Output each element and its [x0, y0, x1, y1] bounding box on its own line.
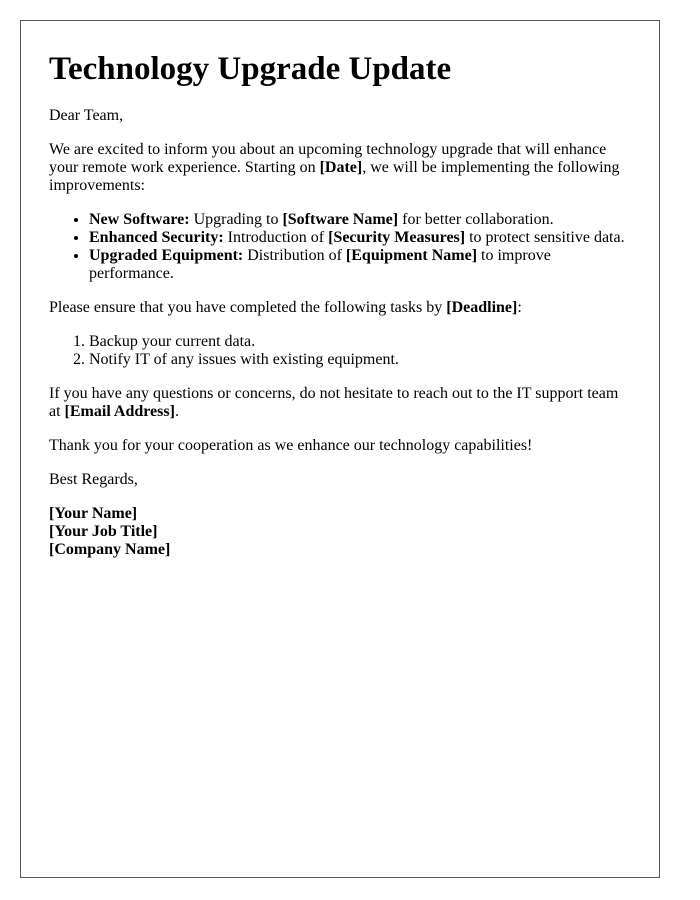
letter-title: Technology Upgrade Update	[49, 51, 452, 87]
closing: Best Regards,	[49, 470, 138, 488]
deadline-placeholder: [Deadline]	[446, 298, 518, 316]
date-placeholder: [Date]	[319, 158, 363, 176]
improvement-label: Upgraded Equipment:	[89, 246, 244, 264]
list-item	[89, 247, 631, 283]
improvement-text: to protect sensitive data.	[465, 228, 625, 246]
software-placeholder: [Software Name]	[282, 210, 399, 228]
list-item	[89, 211, 631, 229]
improvement-label: New Software:	[89, 210, 190, 228]
improvement-text: to improve performance.	[89, 246, 551, 282]
improvement-label: Enhanced Security:	[89, 228, 224, 246]
tasks-intro-paragraph	[49, 299, 631, 317]
signature-company: [Company Name]	[49, 540, 171, 558]
list-item	[89, 229, 631, 247]
improvement-text: Distribution of	[243, 246, 346, 264]
improvement-text: for better collaboration.	[398, 210, 554, 228]
contact-text-1: If you have any questions or concerns, do not hesitate to reach out to the IT support team at	[49, 384, 619, 420]
list-item: 2. Notify IT of any issues with existing equipment.	[89, 351, 631, 369]
intro-text-1: We are excited to inform you about an upcoming technology upgrade that will enhance your remote work experience. Starting on	[49, 140, 607, 176]
greeting: Dear Team,	[49, 106, 124, 124]
signature-block	[49, 505, 631, 559]
thanks-paragraph: Thank you for your cooperation as we enhance our technology capabilities!	[49, 436, 533, 454]
tasks-intro-text-2: :	[517, 298, 522, 316]
contact-text-2: .	[174, 402, 179, 420]
intro-text-2: , we will be implementing the following improvements:	[49, 158, 620, 194]
signature-name: [Your Name]	[49, 504, 138, 522]
email-placeholder: [Email Address]	[64, 402, 175, 420]
letter-page	[20, 20, 660, 878]
tasks-intro-text-1: Please ensure that you have completed the following tasks by	[49, 298, 447, 316]
list-item: 1. Backup your current data.	[89, 333, 631, 351]
improvement-text: Introduction of	[223, 228, 329, 246]
equipment-placeholder: [Equipment Name]	[345, 246, 478, 264]
improvements-list	[49, 211, 631, 283]
intro-paragraph	[49, 141, 631, 195]
contact-paragraph	[49, 385, 631, 421]
tasks-list	[49, 333, 631, 369]
security-placeholder: [Security Measures]	[328, 228, 466, 246]
signature-job-title: [Your Job Title]	[49, 522, 158, 540]
improvement-text: Upgrading to	[189, 210, 283, 228]
